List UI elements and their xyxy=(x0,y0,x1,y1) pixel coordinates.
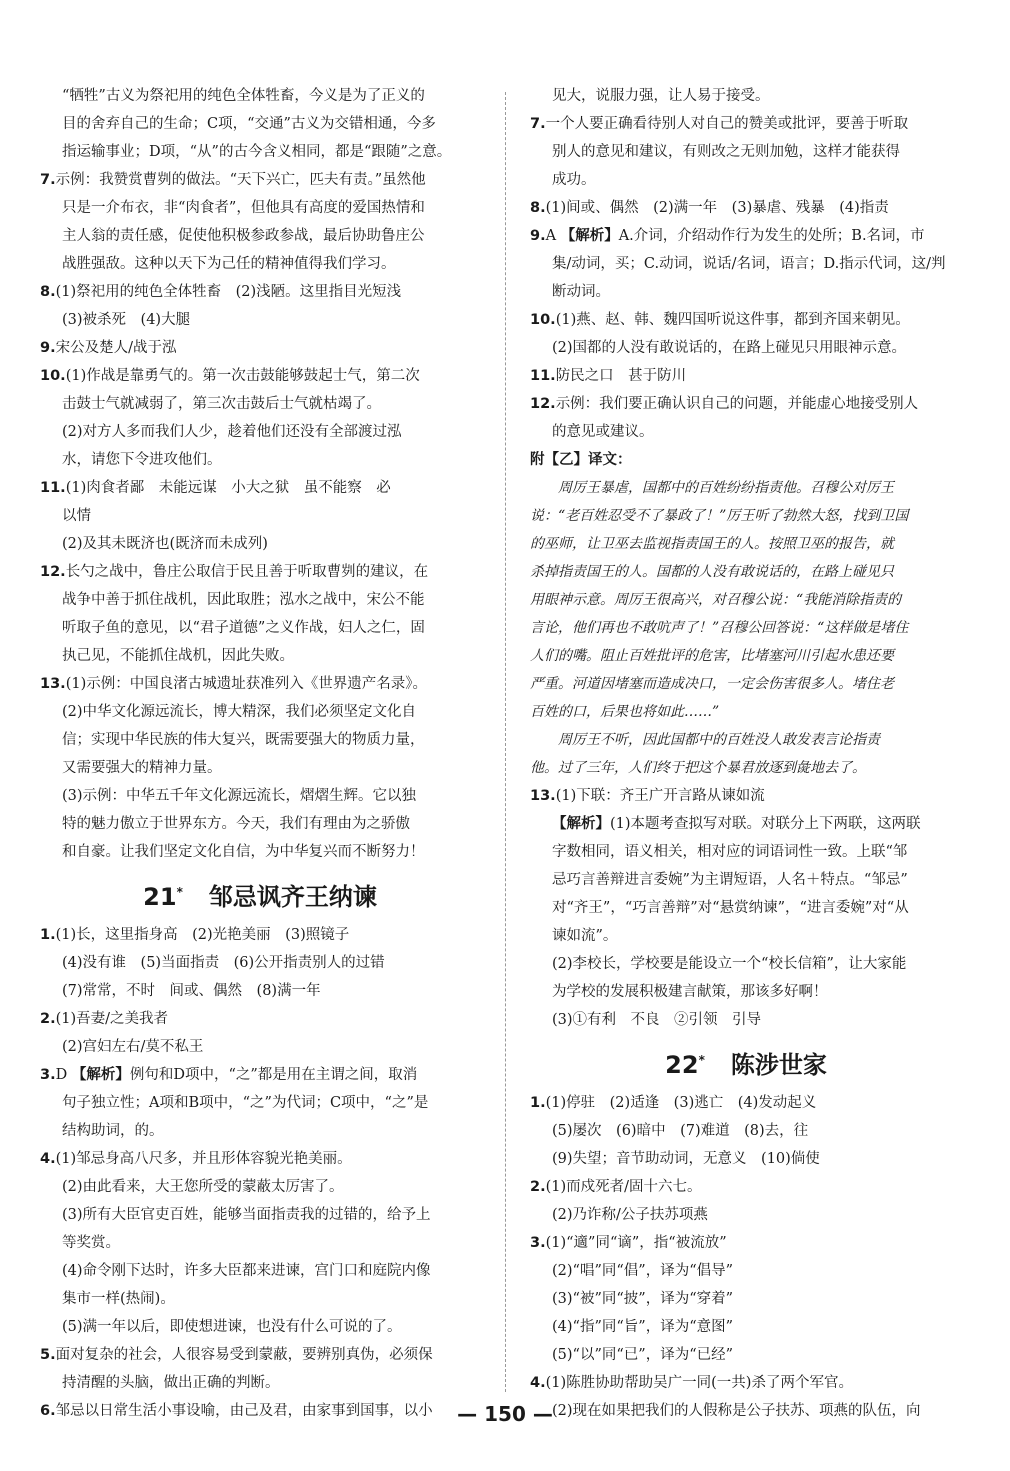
text-line: 战争中善于抓住战机，因此取胜；泓水之战中，宋公不能 xyxy=(62,592,425,608)
text-line: 别人的意见和建议，有则改之无则加勉，这样才能获得 xyxy=(552,144,900,160)
text-line: (1)“適”同“谪”，指“被流放” xyxy=(545,1235,727,1251)
section-heading-21 xyxy=(40,872,480,917)
text-line: (2)宫妇左右/莫不私王 xyxy=(62,1039,204,1055)
question-11 xyxy=(530,362,962,390)
question-10 xyxy=(530,306,962,362)
text-line: 宋公及楚人/战于泓 xyxy=(55,340,177,356)
question-number: 8. xyxy=(530,200,546,216)
translation-block xyxy=(530,474,962,782)
text-line: 信；实现中华民族的伟大复兴，既需要强大的物质力量， xyxy=(62,732,425,748)
question-number: 3. xyxy=(530,1235,546,1251)
text-line: 的意见或建议。 xyxy=(552,424,654,440)
section-number: 22 xyxy=(665,1051,699,1079)
text-line: (3)所有大臣官吏百姓，能够当面指责我的过错的，给予上 xyxy=(62,1207,431,1223)
question-number: 8. xyxy=(40,284,56,300)
continuation-block xyxy=(40,82,480,166)
text-line: 持清醒的头脑，做出正确的判断。 xyxy=(62,1375,280,1391)
s21-question-3 xyxy=(40,1061,480,1145)
text-line: 和自豪。让我们坚定文化自信，为中华复兴而不断努力！ xyxy=(62,844,425,860)
text-line: (3)示例：中华五千年文化源远流长，熠熠生辉。它以独 xyxy=(62,788,417,804)
text-line: (5)满一年以后，即使想进谏，也没有什么可说的了。 xyxy=(62,1319,402,1335)
text-line: 集/动词，买；C.动词，说话/名词，语言；D.指示代词，这/判 xyxy=(552,256,946,272)
text-line: A.介词，介绍动作行为发生的处所；B.名词，市 xyxy=(618,228,925,244)
s21-question-2 xyxy=(40,1005,480,1061)
text-line: (2)及其未既济也(既济而未成列) xyxy=(62,536,268,552)
question-number: 1. xyxy=(40,927,56,943)
translation-line: 杀掉指责国王的人。国都的人没有敢说话的，在路上碰见只 xyxy=(530,564,894,580)
text-line: (2)由此看来，大王您所受的蒙蔽太厉害了。 xyxy=(62,1179,344,1195)
text-line: 一个人要正确看待别人对自己的赞美或批评，要善于听取 xyxy=(545,116,909,132)
text-line: (1)长，这里指身高 (2)光艳美丽 (3)照镜子 xyxy=(55,927,350,943)
text-line: (1)下联：齐王广开言路从谏如流 xyxy=(555,788,765,804)
text-line: 谏如流”。 xyxy=(552,928,618,944)
analysis-tag: 【解析】 xyxy=(560,228,619,244)
s22-question-1 xyxy=(530,1089,962,1173)
text-line: 长勺之战中，鲁庄公取信于民且善于听取曹刿的建议，在 xyxy=(65,564,429,580)
text-line: 示例：我赞赏曹刿的做法。“天下兴亡，匹夫有责。”虽然他 xyxy=(55,172,426,188)
question-number: 9. xyxy=(40,340,56,356)
translation-line: 百姓的口，后果也将如此……” xyxy=(530,704,720,720)
question-13 xyxy=(40,670,480,866)
s21-question-1 xyxy=(40,921,480,1005)
question-13 xyxy=(530,782,962,1034)
s21-question-4 xyxy=(40,1145,480,1341)
analysis-tag: 【解析】 xyxy=(552,816,610,832)
text-line: 成功。 xyxy=(552,172,596,188)
text-line: 断动词。 xyxy=(552,284,610,300)
question-9 xyxy=(40,334,480,362)
translation-line: 用眼神示意。周厉王很高兴，对召穆公说：“我能消除指责的 xyxy=(530,592,902,608)
translation-line: 他。过了三年，人们终于把这个暴君放逐到彘地去了。 xyxy=(530,760,866,776)
section-heading-22 xyxy=(530,1040,962,1085)
text-line: 例句和D项中，“之”都是用在主谓之间，取消 xyxy=(129,1067,418,1083)
text-line: (3)被杀死 (4)大腿 xyxy=(62,312,191,328)
text-line: “牺牲”古义为祭祀用的纯色全体牲畜，今义是为了正义的 xyxy=(62,88,425,104)
text-line: (1)邹忌身高八尺多，并且形体容貌光艳美丽。 xyxy=(55,1151,352,1167)
translation-line: 周厉王不听，因此国都中的百姓没人敢发表言论指责 xyxy=(558,732,880,748)
s22-question-2 xyxy=(530,1173,962,1229)
question-10 xyxy=(40,362,480,474)
text-line: 面对复杂的社会，人很容易受到蒙蔽，要辨别真伪，必须保 xyxy=(55,1347,433,1363)
question-number: 12. xyxy=(40,564,66,580)
question-number: 13. xyxy=(530,788,556,804)
text-line: 击鼓士气就减弱了，第三次击鼓后士气就枯竭了。 xyxy=(62,396,381,412)
section-number: 21 xyxy=(143,883,177,911)
section-title: 邹忌讽齐王纳谏 xyxy=(208,883,377,911)
text-line: (2)李校长，学校要是能设立一个“校长信箱”，让大家能 xyxy=(552,956,907,972)
text-line: 防民之口 甚于防川 xyxy=(555,368,687,384)
text-line: 执己见，不能抓住战机，因此失败。 xyxy=(62,648,294,664)
text-line: 又需要强大的精神力量。 xyxy=(62,760,222,776)
text-line: (1)示例：中国良渚古城遗址获准列入《世界遗产名录》。 xyxy=(65,676,427,692)
text-line: (2)国都的人没有敢说话的，在路上碰见只用眼神示意。 xyxy=(552,340,907,356)
analysis-tag: 【解析】 xyxy=(71,1067,130,1083)
text-line: (1)燕、赵、韩、魏四国听说这件事，都到齐国来朝见。 xyxy=(555,312,910,328)
text-line: (1)作战是靠勇气的。第一次击鼓能够鼓起士气，第二次 xyxy=(65,368,420,384)
text-line: (3)①有利 不良 ②引领 引导 xyxy=(552,1012,762,1028)
text-line: (9)失望；音节助动词，无意义 (10)倘使 xyxy=(552,1151,820,1167)
text-line: 示例：我们要正确认识自己的问题，并能虚心地接受别人 xyxy=(555,396,919,412)
text-line: (1)停驻 (2)适逢 (3)逃亡 (4)发动起义 xyxy=(545,1095,817,1111)
question-number: 4. xyxy=(40,1151,56,1167)
text-line: 目的舍弃自己的生命；C项，“交通”古义为交错相通，今多 xyxy=(62,116,436,132)
question-8 xyxy=(530,194,962,222)
question-number: 10. xyxy=(530,312,556,328)
question-number: 11. xyxy=(530,368,556,384)
right-column xyxy=(530,82,962,1425)
question-8 xyxy=(40,278,480,334)
text-line: 主人翁的责任感，促使他积极参政参战，最后协助鲁庄公 xyxy=(62,228,425,244)
translation-line: 言论，他们再也不敢吭声了！”召穆公回答说：“这样做是堵住 xyxy=(530,620,909,636)
question-number: 9. xyxy=(530,228,546,244)
text-line: 见大，说服力强，让人易于接受。 xyxy=(552,88,770,104)
translation-line: 严重。河道因堵塞而造成决口，一定会伤害很多人。堵住老 xyxy=(530,676,894,692)
text-line: 等奖赏。 xyxy=(62,1235,120,1251)
section-mark: * xyxy=(698,1053,705,1067)
text-line: 忌巧言善辩进言委婉”为主谓短语，人名＋特点。“邹忌” xyxy=(552,872,908,888)
text-line: (1)肉食者鄙 未能远谋 小大之狱 虽不能察 必 xyxy=(65,480,391,496)
text-line: (2)中华文化源远流长，博大精深，我们必须坚定文化自 xyxy=(62,704,417,720)
text-line: (5)屡次 (6)暗中 (7)难道 (8)去，往 xyxy=(552,1123,809,1139)
question-number: 1. xyxy=(530,1095,546,1111)
page-number: — 150 — xyxy=(457,1402,553,1426)
text-line: (5)“以”同“已”，译为“已经” xyxy=(552,1347,734,1363)
question-number: 10. xyxy=(40,368,66,384)
translation-line: 的巫师，让卫巫去监视指责国王的人。按照卫巫的报告，就 xyxy=(530,536,894,552)
question-number: 6. xyxy=(40,1403,56,1419)
s21-question-5 xyxy=(40,1341,480,1397)
text-line: 对“齐王”，“巧言善辩”对“悬赏纳谏”，“进言委婉”对“从 xyxy=(552,900,909,916)
text-line: (2)“唱”同“倡”，译为“倡导” xyxy=(552,1263,734,1279)
text-line: (1)吾妻/之美我者 xyxy=(55,1011,169,1027)
text-line: 战胜强敌。这种以天下为己任的精神值得我们学习。 xyxy=(62,256,396,272)
text-line: (4)没有谁 (5)当面指责 (6)公开指责别人的过错 xyxy=(62,955,385,971)
text-line: 结构助词，的。 xyxy=(62,1123,164,1139)
text-line: (2)乃诈称/公子扶苏项燕 xyxy=(552,1207,708,1223)
text-line: 以情 xyxy=(62,508,91,524)
question-number: 7. xyxy=(40,172,56,188)
text-line: 句子独立性；A项和B项中，“之”为代词；C项中，“之”是 xyxy=(62,1095,429,1111)
question-number: 2. xyxy=(530,1179,546,1195)
text-line: (1)本题考查拟写对联。对联分上下两联，这两联 xyxy=(610,816,921,832)
text-line: 指运输事业；D项，“从”的古今含义相同，都是“跟随”之意。 xyxy=(62,144,452,160)
translation-line: 说：“老百姓忍受不了暴政了！”厉王听了勃然大怒，找到卫国 xyxy=(530,508,909,524)
question-9 xyxy=(530,222,962,306)
question-11 xyxy=(40,474,480,558)
text-line: (1)祭祀用的纯色全体牲畜 (2)浅陋。这里指目光短浅 xyxy=(55,284,402,300)
text-line: (4)“指”同“旨”，译为“意图” xyxy=(552,1319,734,1335)
answer-letter: A xyxy=(545,228,557,244)
answer-letter: D xyxy=(55,1067,68,1083)
s22-question-3 xyxy=(530,1229,962,1369)
question-number: 11. xyxy=(40,480,66,496)
section-mark: * xyxy=(176,885,183,899)
text-line: (2)现在如果把我们的人假称是公子扶苏、项燕的队伍，向 xyxy=(552,1403,921,1419)
text-line: 听取子鱼的意见，以“君子道德”之义作战，妇人之仁，固 xyxy=(62,620,425,636)
question-7 xyxy=(40,166,480,278)
text-line: 水，请您下令进攻他们。 xyxy=(62,452,222,468)
question-12 xyxy=(530,390,962,446)
left-column xyxy=(40,82,480,1425)
question-number: 4. xyxy=(530,1375,546,1391)
text-line: (7)常常，不时 间或、偶然 (8)满一年 xyxy=(62,983,321,999)
text-line: (3)“被”同“披”，译为“穿着” xyxy=(552,1291,734,1307)
question-number: 7. xyxy=(530,116,546,132)
translation-line: 周厉王暴虐，国都中的百姓纷纷指责他。召穆公对厉王 xyxy=(558,480,894,496)
appendix-title: 附【乙】译文： xyxy=(530,452,632,468)
text-line: (1)而戍死者/固十六七。 xyxy=(545,1179,702,1195)
question-12 xyxy=(40,558,480,670)
question-7 xyxy=(530,110,962,194)
translation-line: 人们的嘴。阻止百姓批评的危害，比堵塞河川引起水患还要 xyxy=(530,648,894,664)
text-line: 只是一介布衣，非“肉食者”，但他具有高度的爱国热情和 xyxy=(62,200,425,216)
question-number: 5. xyxy=(40,1347,56,1363)
text-line: 为学校的发展积极建言献策，那该多好啊！ xyxy=(552,984,828,1000)
text-line: (1)间或、偶然 (2)满一年 (3)暴虐、残暴 (4)指责 xyxy=(545,200,889,216)
text-line: 邹忌以日常生活小事设喻，由己及君，由家事到国事，以小 xyxy=(55,1403,433,1419)
text-line: 字数相同，语义相关，相对应的词语词性一致。上联“邹 xyxy=(552,844,908,860)
text-line: (1)陈胜协助帮助吴广一同(一共)杀了两个军官。 xyxy=(545,1375,853,1391)
text-line: (2)对方人多而我们人少，趁着他们还没有全部渡过泓 xyxy=(62,424,402,440)
question-number: 2. xyxy=(40,1011,56,1027)
question-number: 3. xyxy=(40,1067,56,1083)
text-line: 特的魅力傲立于世界东方。今天，我们有理由为之骄傲 xyxy=(62,816,410,832)
question-number: 13. xyxy=(40,676,66,692)
text-line: 集市一样(热闹)。 xyxy=(62,1291,175,1307)
column-divider xyxy=(505,92,506,1392)
section-title: 陈涉世家 xyxy=(730,1051,827,1079)
text-line: (4)命令刚下达时，许多大臣都来进谏，宫门口和庭院内像 xyxy=(62,1263,431,1279)
question-number: 12. xyxy=(530,396,556,412)
